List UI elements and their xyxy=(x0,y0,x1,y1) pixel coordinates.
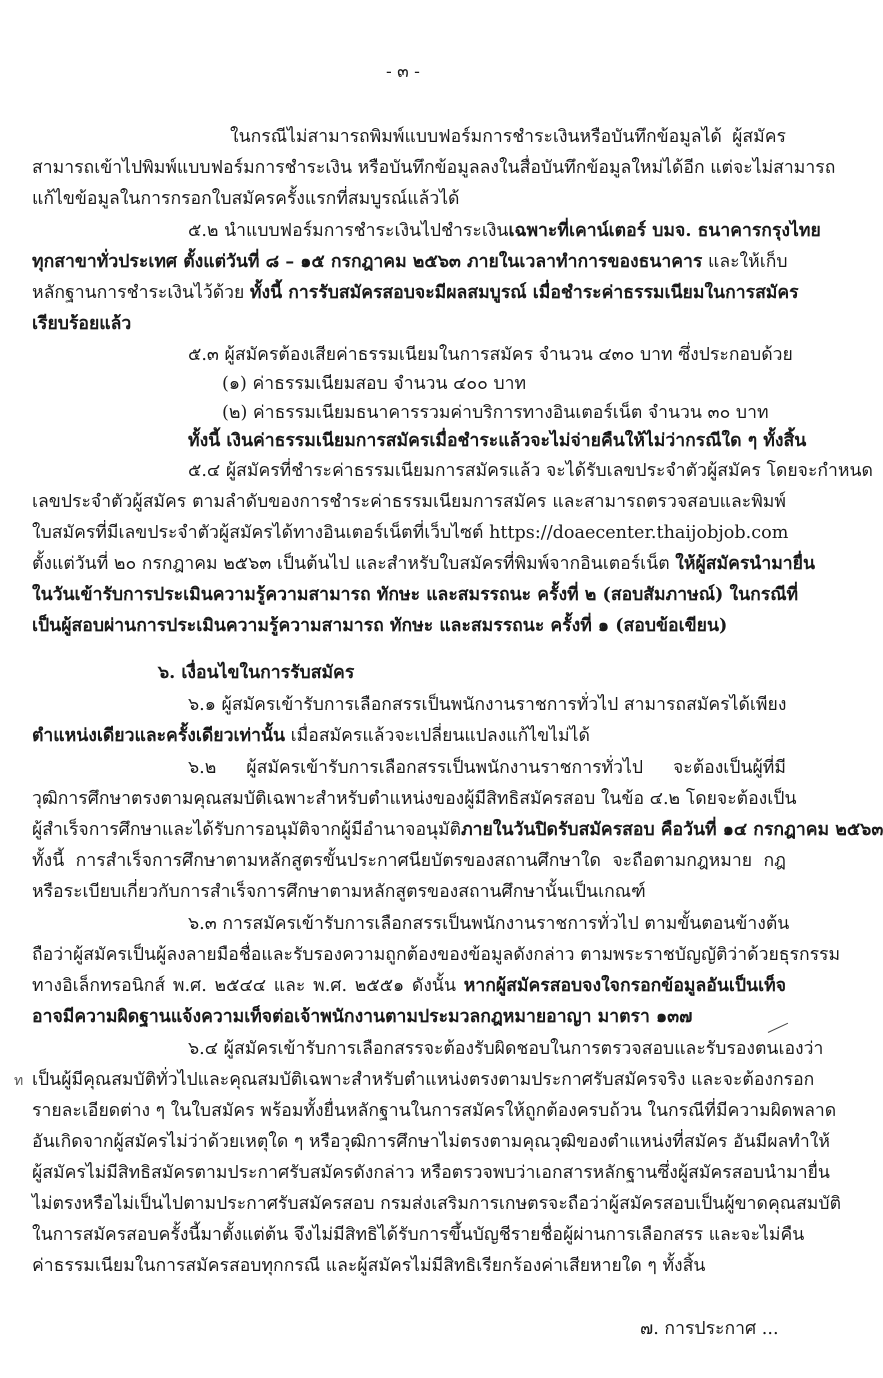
clause-6-2-line: วุฒิการศึกษาตรงตามคุณสมบัติเฉพาะสำหรับตำแหน่งของผู้มีสิทธิสมัครสอบ ในข้อ ๔.๒ โดยจะต้องเป็น xyxy=(32,789,797,809)
clause-5-4-line: เป็นผู้สอบผ่านการประเมินความรู้ความสามารถ ทักษะ และสมรรถนะ ครั้งที่ ๑ (สอบข้อเขียน) xyxy=(32,615,728,636)
clause-6-2-line: ทั้งนี้ การสำเร็จการศึกษาตามหลักสูตรขั้นประกาศนียบัตรของสถานศึกษาใด จะถือตามกฎหมาย กฎ xyxy=(32,851,786,871)
clause-5-3-line: ๕.๓ ผู้สมัครต้องเสียค่าธรรมเนียมในการสมัคร จำนวน ๔๓๐ บาท ซึ่งประกอบด้วย xyxy=(188,345,793,365)
clause-6-3-line: อาจมีความผิดฐานแจ้งความเท็จต่อเจ้าพนักงานตามประมวลกฎหมายอาญา มาตรา ๑๓๗ xyxy=(32,1006,693,1027)
clause-bold-text: ทั้งนี้ การรับสมัครสอบจะมีผลสมบูรณ์ เมื่อชำระค่าธรรมเนียมในการสมัคร xyxy=(249,282,799,303)
clause-5-4-line: ใบสมัครที่มีเลขประจำตัวผู้สมัครได้ทางอินเตอร์เน็ตที่เว็บไซต์ https://doaecenter.thaijobjob.com xyxy=(32,523,789,543)
clause-6-4-line: ในการสมัครสอบครั้งนี้มาตั้งแต่ต้น จึงไม่มีสิทธิได้รับการขึ้นบัญชีรายชื่อผู้ผ่านการเลือกสรร และจะไม่คืน xyxy=(32,1225,805,1245)
continuation-footer: ๗. การประกาศ ... xyxy=(640,1319,779,1339)
clause-text: ๕.๒ นำแบบฟอร์มการชำระเงินไปชำระเงิน xyxy=(188,221,509,241)
clause-5-4-line: ๕.๔ ผู้สมัครที่ชำระค่าธรรมเนียมการสมัครแล้ว จะได้รับเลขประจำตัวผู้สมัคร โดยจะกำหนด xyxy=(188,461,873,481)
clause-6-4-line: ผู้สมัครไม่มีสิทธิสมัครตามประกาศรับสมัครดังกล่าว หรือตรวจพบว่าเอกสารหลักฐานซึ่งผู้สมัครสอบนำมายื่น xyxy=(32,1163,830,1183)
para-line: สามารถเข้าไปพิมพ์แบบฟอร์มการชำระเงิน หรือบันทึกข้อมูลลงในสื่อบันทึกข้อมูลใหม่ได้อีก แต่จะไม่สามารถ xyxy=(32,158,836,178)
clause-6-4-line: ๖.๔ ผู้สมัครเข้ารับการเลือกสรรจะต้องรับผิดชอบในการตรวจสอบและรับรองตนเองว่า xyxy=(188,1039,824,1059)
clause-text: ทางอิเล็กทรอนิกส์ พ.ศ. ๒๕๔๔ และ พ.ศ. ๒๕๕๑ ดังนั้น xyxy=(32,976,464,996)
clause-5-3-note: ทั้งนี้ เงินค่าธรรมเนียมการสมัครเมื่อชำระแล้วจะไม่จ่ายคืนให้ไม่ว่ากรณีใด ๆ ทั้งสิ้น xyxy=(188,430,807,451)
fee-item: (๑) ค่าธรรมเนียมสอบ จำนวน ๔๐๐ บาท xyxy=(222,374,527,394)
handwritten-mark xyxy=(762,1010,788,1033)
clause-6-1-line: ๖.๑ ผู้สมัครเข้ารับการเลือกสรรเป็นพนักงานราชการทั่วไป สามารถสมัครได้เพียง xyxy=(188,695,787,715)
clause-6-3-line: ถือว่าผู้สมัครเป็นผู้ลงลายมือชื่อและรับรองความถูกต้องของข้อมูลดังกล่าว ตามพระราชบัญญัติว่าด้วยธุรกรรม xyxy=(32,945,841,965)
clause-bold-text: ภายในวันปิดรับสมัครสอบ คือวันที่ ๑๔ กรกฎาคม ๒๕๖๓ xyxy=(461,819,883,840)
margin-note: ท xyxy=(14,1073,24,1089)
section-6-heading: ๖. เงื่อนไขในการรับสมัคร xyxy=(158,662,355,683)
clause-6-1-line xyxy=(32,723,590,749)
clause-text: เมื่อสมัครแล้วจะเปลี่ยนแปลงแก้ไขไม่ได้ xyxy=(285,726,590,746)
clause-6-2-line: ๖.๒ ผู้สมัครเข้ารับการเลือกสรรเป็นพนักงานราชการทั่วไป จะต้องเป็นผู้ที่มี xyxy=(188,758,786,778)
page-number: - ๓ - xyxy=(386,62,420,82)
clause-text: ผู้สำเร็จการศึกษาและได้รับการอนุมัติจากผู้มีอำนาจอนุมัติ xyxy=(32,820,462,840)
clause-6-3-line: ๖.๓ การสมัครเข้ารับการเลือกสรรเป็นพนักงานราชการทั่วไป ตามขั้นตอนข้างต้น xyxy=(188,914,790,934)
clause-bold-text: เฉพาะที่เคาน์เตอร์ บมจ. ธนาคารกรุงไทย xyxy=(508,220,821,241)
clause-6-2-line: หรือระเบียบเกี่ยวกับการสำเร็จการศึกษาตามหลักสูตรของสถานศึกษานั้นเป็นเกณฑ์ xyxy=(32,882,646,902)
clause-5-2-line: เรียบร้อยแล้ว xyxy=(32,313,132,334)
clause-6-4-line: รายละเอียดต่าง ๆ ในใบสมัคร พร้อมทั้งยื่นหลักฐานในการสมัครให้ถูกต้องครบถ้วน ในกรณีที่มีความผิดพลาด xyxy=(32,1101,837,1121)
clause-bold-text: ให้ผู้สมัครนำมายื่น xyxy=(675,553,816,574)
clause-text: และให้เก็บ xyxy=(702,252,788,272)
clause-6-2-line xyxy=(32,817,883,843)
clause-bold-text: หากผู้สมัครสอบจงใจกรอกข้อมูลอันเป็นเท็จ xyxy=(463,975,786,996)
clause-5-2-line xyxy=(32,249,786,275)
clause-6-4-line: อันเกิดจากผู้สมัครไม่ว่าด้วยเหตุใด ๆ หรือวุฒิการศึกษาไม่ตรงตามคุณวุฒิของตำแหน่งที่สมัคร อันมีผลทำให้ xyxy=(32,1132,830,1152)
clause-bold-text: ทุกสาขาทั่วประเทศ ตั้งแต่วันที่ ๘ – ๑๕ กรกฎาคม ๒๕๖๓ ภายในเวลาทำการของธนาคาร xyxy=(32,251,703,272)
clause-5-2-line xyxy=(188,218,821,244)
clause-bold-text: ตำแหน่งเดียวและครั้งเดียวเท่านั้น xyxy=(32,725,286,746)
clause-5-4-line: เลขประจำตัวผู้สมัคร ตามลำดับของการชำระค่าธรรมเนียมการสมัคร และสามารถตรวจสอบและพิมพ์ xyxy=(32,492,786,512)
para-line: แก้ไขข้อมูลในการกรอกใบสมัครครั้งแรกที่สมบูรณ์แล้วได้ xyxy=(32,189,460,209)
clause-5-4-line xyxy=(32,551,816,577)
clause-6-4-line: ไม่ตรงหรือไม่เป็นไปตามประกาศรับสมัครสอบ กรมส่งเสริมการเกษตรจะถือว่าผู้สมัครสอบเป็นผู้ขาดคุณสมบัติ xyxy=(32,1194,841,1214)
clause-text: หลักฐานการชำระเงินไว้ด้วย xyxy=(32,283,250,303)
clause-5-4-line: ในวันเข้ารับการประเมินความรู้ความสามารถ ทักษะ และสมรรถนะ ครั้งที่ ๒ (สอบสัมภาษณ์) ในกรณีที่ xyxy=(32,584,799,605)
para-line: ในกรณีไม่สามารถพิมพ์แบบฟอร์มการชำระเงินหรือบันทึกข้อมูลได้ ผู้สมัคร xyxy=(230,127,786,147)
clause-text: ตั้งแต่วันที่ ๒๐ กรกฎาคม ๒๕๖๓ เป็นต้นไป และสำหรับใบสมัครที่พิมพ์จากอินเตอร์เน็ต xyxy=(32,554,676,574)
clause-6-4-line: ค่าธรรมเนียมในการสมัครสอบทุกกรณี และผู้สมัครไม่มีสิทธิเรียกร้องค่าเสียหายใด ๆ ทั้งสิ้น xyxy=(32,1256,706,1276)
clause-6-3-line xyxy=(32,973,786,999)
fee-item: (๒) ค่าธรรมเนียมธนาคารรวมค่าบริการทางอินเตอร์เน็ต จำนวน ๓๐ บาท xyxy=(222,403,769,423)
clause-6-4-line: เป็นผู้มีคุณสมบัติทั่วไปและคุณสมบัติเฉพาะสำหรับตำแหน่งตรงตามประกาศรับสมัครจริง และจะต้องกรอก xyxy=(32,1070,815,1090)
clause-5-2-line xyxy=(32,280,799,306)
